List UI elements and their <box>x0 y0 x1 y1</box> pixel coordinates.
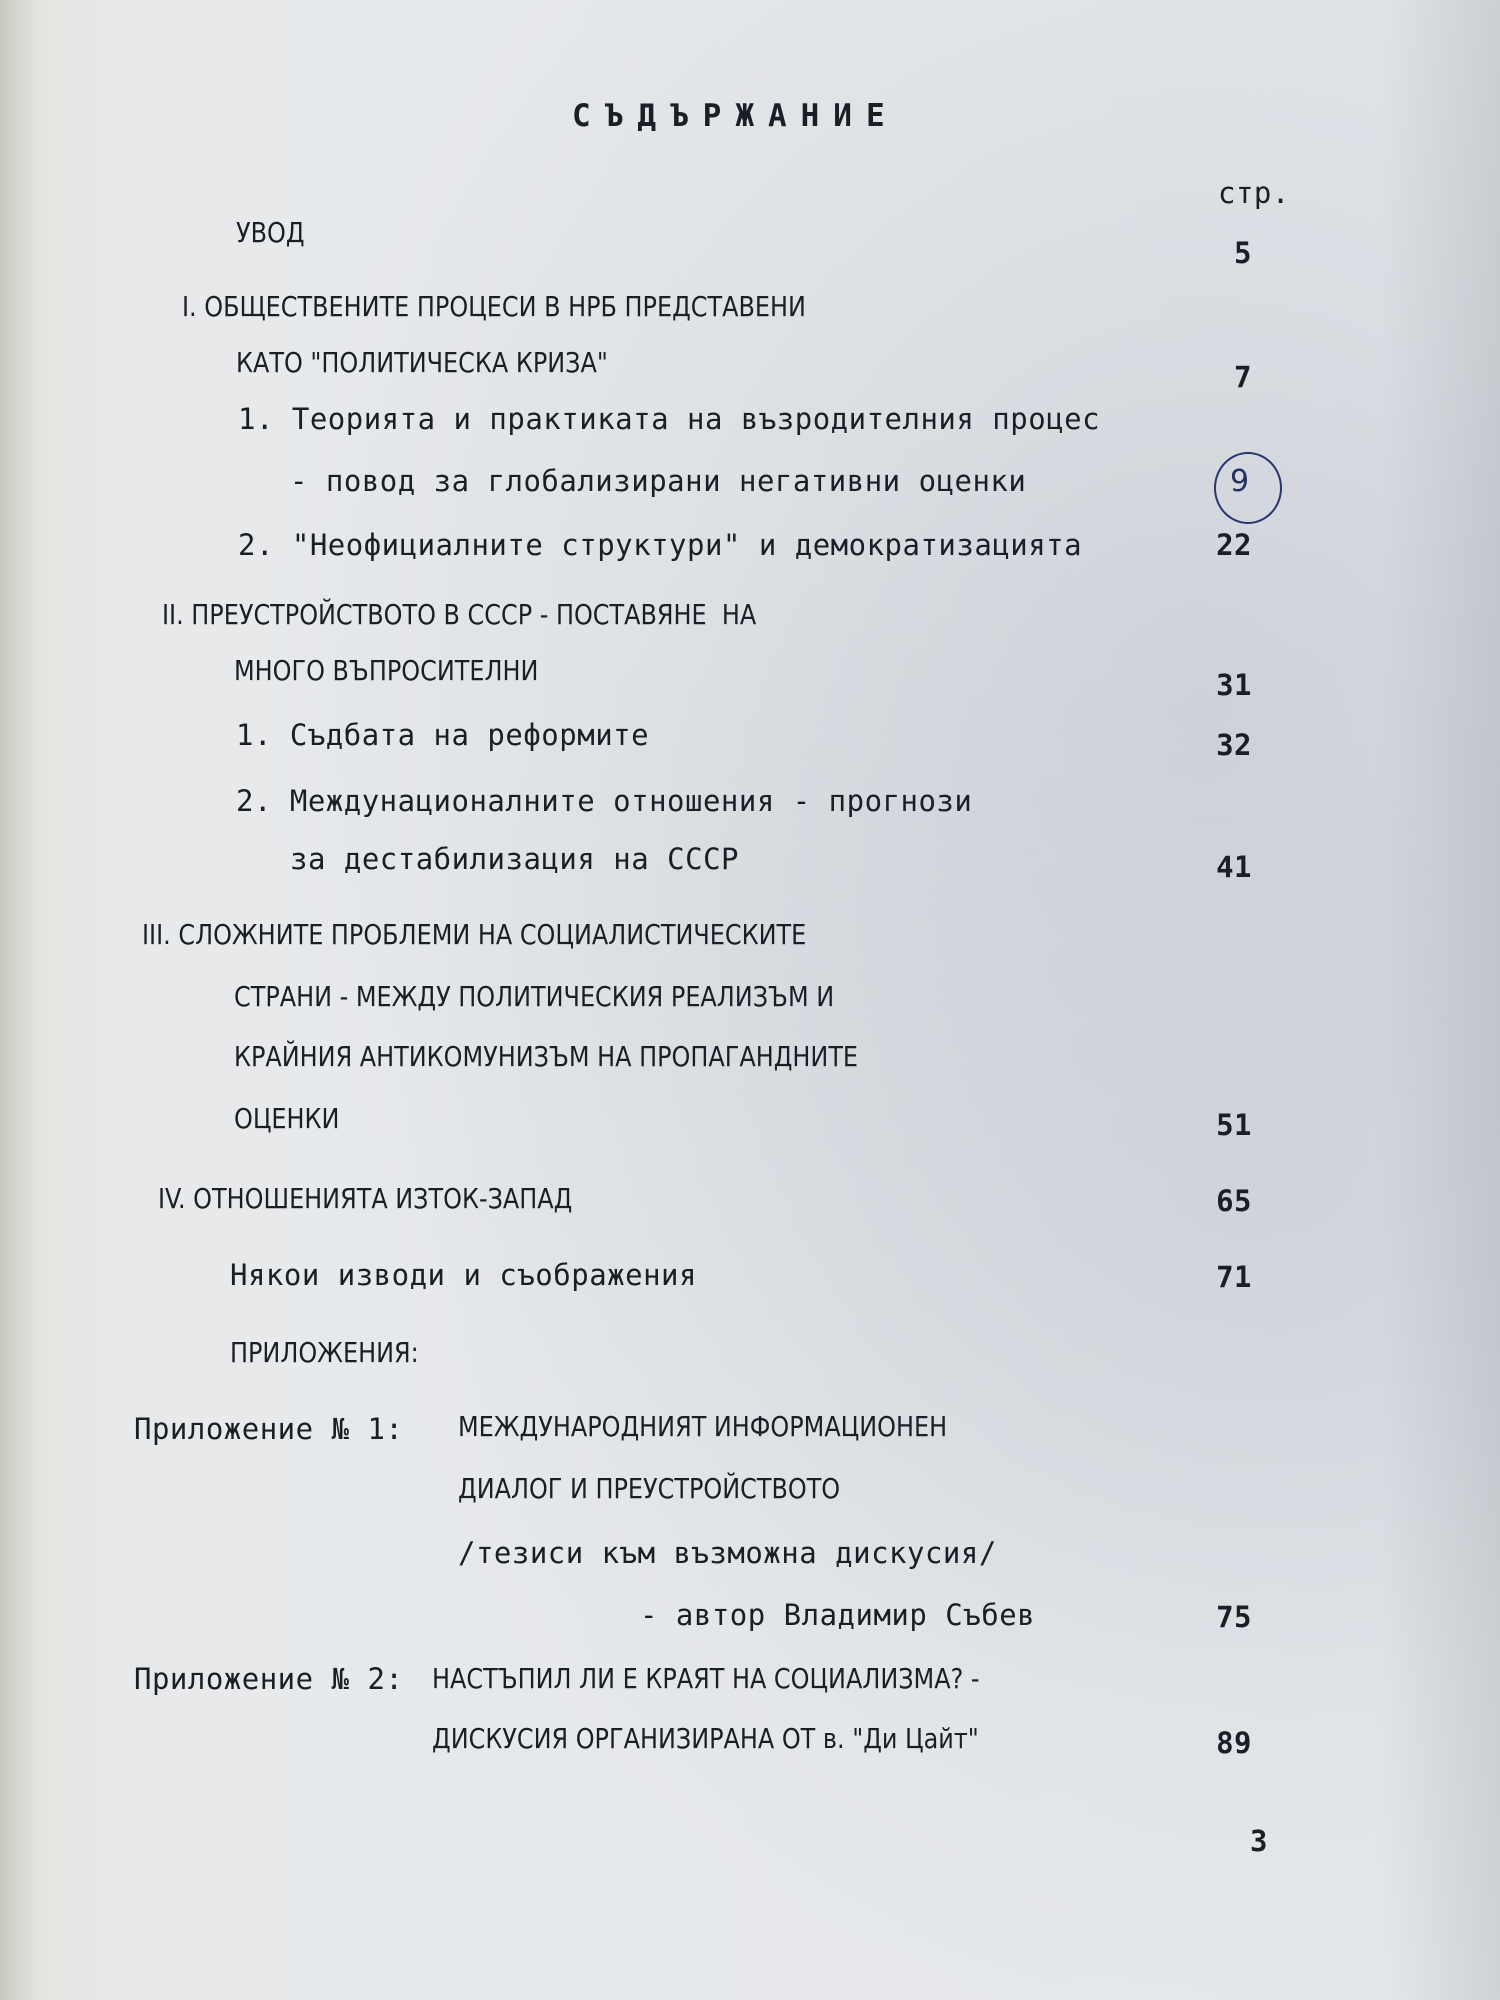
toc-appendix-1-line-2: ДИАЛОГ И ПРЕУСТРОЙСТВОТО <box>458 1472 841 1505</box>
toc-appendix-2-page: 89 <box>1216 1726 1252 1760</box>
toc-appendix-1-label: Приложение № 1: <box>134 1412 404 1446</box>
toc-appendix-2-line-1: НАСТЪПИЛ ЛИ Е КРАЯТ НА СОЦИАЛИЗМА? - <box>432 1662 980 1695</box>
toc-section-4-page: 65 <box>1216 1184 1252 1218</box>
toc-section-2-2-page: 41 <box>1216 850 1252 884</box>
page-title: СЪДЪРЖАНИЕ <box>572 98 899 134</box>
toc-section-1-1-page: 9 <box>1230 464 1250 499</box>
toc-appendix-1-line-1: МЕЖДУНАРОДНИЯТ ИНФОРМАЦИОНЕН <box>458 1410 948 1443</box>
toc-appendix-1-line-3: /тезиси към възможна дискусия/ <box>458 1536 997 1570</box>
toc-section-1-2-page: 22 <box>1216 528 1252 562</box>
toc-appendix-2-line-2: ДИСКУСИЯ ОРГАНИЗИРАНА ОТ в. "Ди Цайт" <box>432 1722 979 1755</box>
toc-section-1-1-line-2: - повод за глобализирани негативни оценки <box>290 464 1027 498</box>
toc-section-2-2-line-1: 2. Междунационалните отношения - прогнози <box>236 784 973 818</box>
page-number: 3 <box>1250 1824 1268 1858</box>
page-column-label: стр. <box>1218 176 1290 210</box>
toc-section-1-1-line-1: 1. Теорията и практиката на възродителния процес <box>238 402 1101 436</box>
toc-section-1-2: 2. "Неофициалните структури" и демократизацията <box>238 528 1083 562</box>
toc-section-2-line-2: МНОГО ВЪПРОСИТЕЛНИ <box>234 654 539 687</box>
toc-section-1-page: 7 <box>1234 360 1252 394</box>
toc-conclusions: Някои изводи и съображения <box>230 1258 697 1292</box>
toc-section-3-page: 51 <box>1216 1108 1252 1142</box>
toc-appendices-heading: ПРИЛОЖЕНИЯ: <box>230 1336 419 1369</box>
toc-section-3-line-4: ОЦЕНКИ <box>234 1102 340 1135</box>
toc-section-2-1: 1. Съдбата на реформите <box>236 718 650 752</box>
toc-section-1-line-2: КАТО "ПОЛИТИЧЕСКА КРИЗА" <box>236 346 608 379</box>
toc-section-4: IV. ОТНОШЕНИЯТА ИЗТОК-ЗАПАД <box>158 1182 573 1215</box>
toc-section-2-1-page: 32 <box>1216 728 1252 762</box>
toc-section-3-line-1: III. СЛОЖНИТЕ ПРОБЛЕМИ НА СОЦИАЛИСТИЧЕСКИТЕ <box>142 918 807 951</box>
toc-appendix-1-line-4: - автор Владимир Събев <box>640 1598 1036 1632</box>
toc-intro: УВОД <box>236 216 305 249</box>
toc-section-3-line-3: КРАЙНИЯ АНТИКОМУНИЗЪМ НА ПРОПАГАНДНИТЕ <box>234 1040 859 1073</box>
toc-intro-page: 5 <box>1234 236 1252 270</box>
toc-section-2-page: 31 <box>1216 668 1252 702</box>
toc-conclusions-page: 71 <box>1216 1260 1252 1294</box>
toc-section-2-2-line-2: за дестабилизация на СССР <box>290 842 739 876</box>
toc-appendix-1-page: 75 <box>1216 1600 1252 1634</box>
toc-appendix-2-label: Приложение № 2: <box>134 1662 404 1696</box>
toc-section-3-line-2: СТРАНИ - МЕЖДУ ПОЛИТИЧЕСКИЯ РЕАЛИЗЪМ И <box>234 980 835 1013</box>
toc-section-1-line-1: I. ОБЩЕСТВЕНИТЕ ПРОЦЕСИ В НРБ ПРЕДСТАВЕНИ <box>182 290 806 323</box>
toc-section-2-line-1: II. ПРЕУСТРОЙСТВОТО В СССР - ПОСТАВЯНЕ НА <box>162 598 757 631</box>
